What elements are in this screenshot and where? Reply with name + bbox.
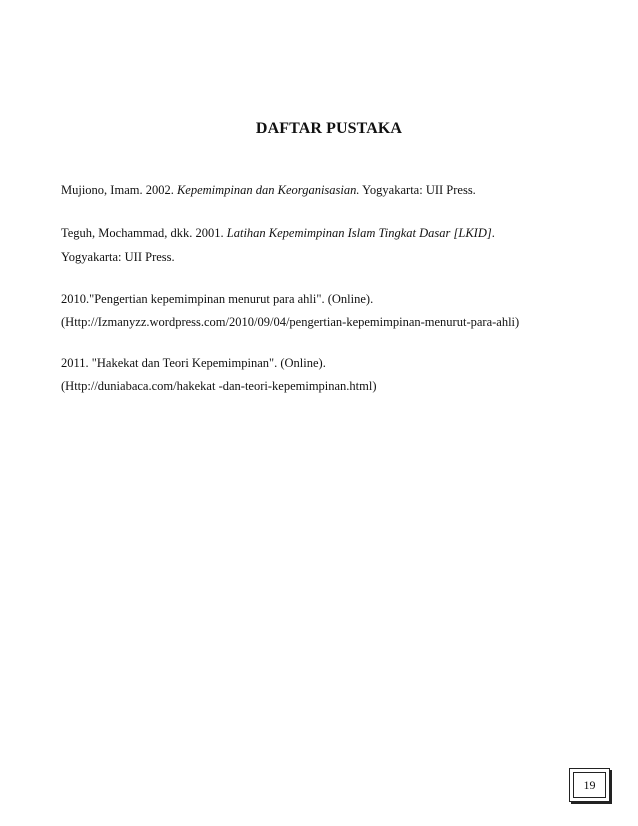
- page-number: 19: [583, 777, 596, 792]
- reference-italic-title: Latihan Kepemimpinan Islam Tingkat Dasar [LKID]: [226, 226, 492, 240]
- reference-text: 2011. "Hakekat dan Teori Kepemimpinan". (Online).: [61, 356, 326, 370]
- reference-url: (Http://Izmanyzz.wordpress.com/2010/09/04/pengertian-kepemimpinan-menurut-para-ahli): [61, 315, 520, 329]
- reference-3-line-2: [61, 315, 519, 330]
- reference-4-line-1: [61, 356, 326, 371]
- page-title: DAFTAR PUSTAKA: [255, 120, 403, 137]
- reference-text: Yogyakarta: UII Press.: [359, 183, 476, 197]
- reference-2-line-1: [61, 226, 495, 241]
- reference-italic-title: Kepemimpinan dan Keorganisasian.: [176, 183, 360, 197]
- reference-text: Mujiono, Imam. 2002.: [61, 183, 177, 197]
- reference-text: .: [491, 226, 495, 240]
- reference-3-line-1: [61, 292, 373, 307]
- reference-text: Teguh, Mochammad, dkk. 2001.: [61, 226, 227, 240]
- reference-text: 2010."Pengertian kepemimpinan menurut para ahli". (Online).: [61, 292, 374, 306]
- reference-text: Yogyakarta: UII Press.: [61, 250, 175, 264]
- reference-2-line-2: [61, 250, 175, 265]
- reference-url: (Http://duniabaca.com/hakekat -dan-teori-kepemimpinan.html): [61, 379, 377, 393]
- reference-4-line-2: [61, 379, 377, 394]
- reference-1-line-1: [61, 183, 476, 198]
- page-number-box: [569, 768, 610, 802]
